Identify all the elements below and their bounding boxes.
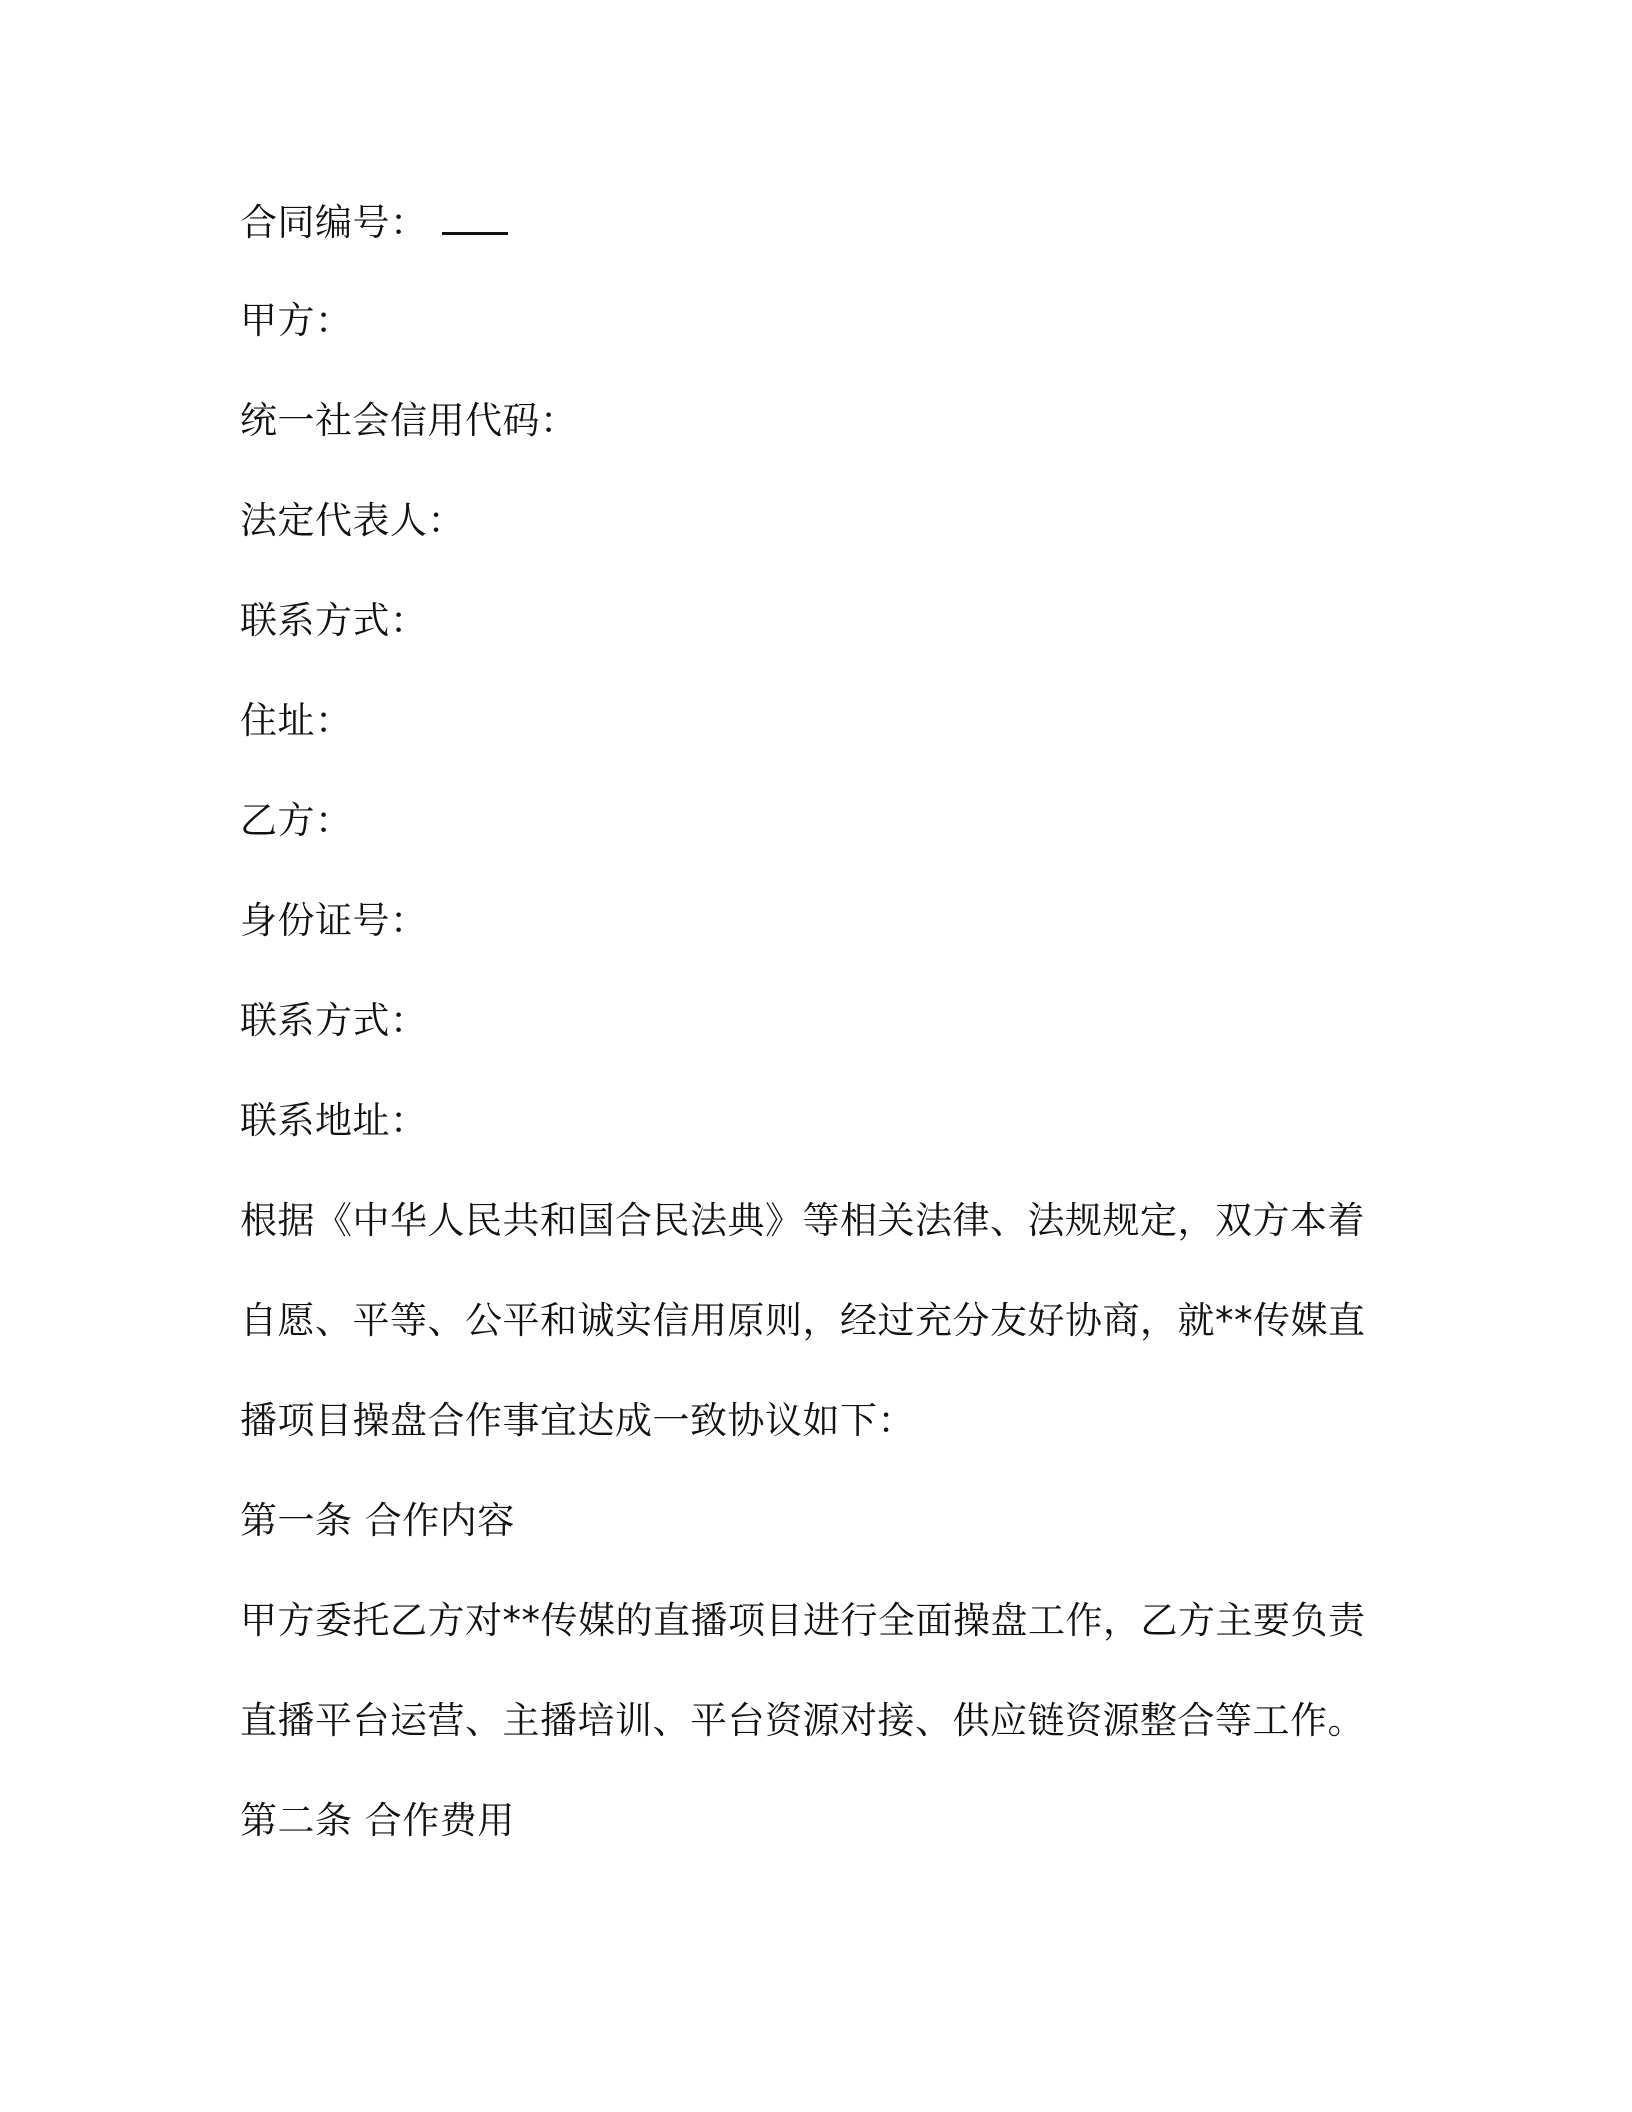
legal-representative-label: 法定代表人： <box>240 499 465 542</box>
preamble-line-1: 根据《中华人民共和国合民法典》等相关法律、法规规定，双方本着 <box>240 1199 1365 1242</box>
party-a-label: 甲方： <box>240 299 353 342</box>
preamble-line-2: 自愿、平等、公平和诚实信用原则，经过充分友好协商，就**传媒直 <box>240 1299 1366 1342</box>
article-1-line-1: 甲方委托乙方对**传媒的直播项目进行全面操盘工作，乙方主要负责 <box>240 1599 1366 1642</box>
party-b-address-label: 联系地址： <box>240 1099 428 1142</box>
party-b-contact-label: 联系方式： <box>240 999 428 1042</box>
party-a-address-label: 住址： <box>240 699 353 742</box>
credit-code-label: 统一社会信用代码： <box>240 399 578 442</box>
contract-number-blank <box>442 198 508 235</box>
id-number-label: 身份证号： <box>240 899 428 942</box>
article-1-title: 第一条 合作内容 <box>240 1499 515 1542</box>
contract-number-field <box>240 198 508 248</box>
party-b-label: 乙方： <box>240 799 353 842</box>
article-2-title: 第二条 合作费用 <box>240 1799 515 1842</box>
party-a-contact-label: 联系方式： <box>240 599 428 642</box>
article-1-line-2: 直播平台运营、主播培训、平台资源对接、供应链资源整合等工作。 <box>240 1699 1365 1742</box>
contract-number-label: 合同编号： <box>240 201 428 244</box>
preamble-line-3: 播项目操盘合作事宜达成一致协议如下： <box>240 1399 915 1442</box>
